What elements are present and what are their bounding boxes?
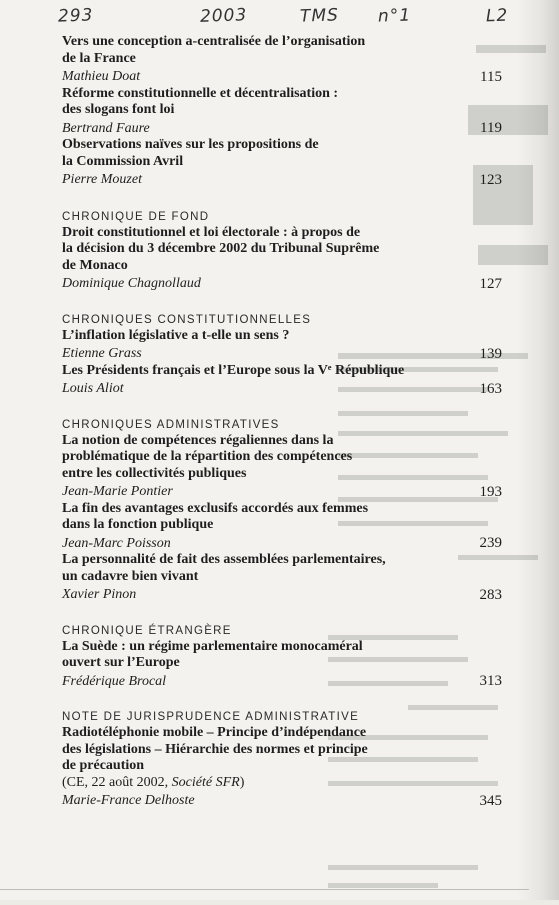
entry-author: Jean-Marc Poisson bbox=[62, 535, 171, 551]
toc-section bbox=[62, 624, 502, 691]
entry-author: Marie-France Delhoste bbox=[62, 793, 195, 808]
entry-title: la décision du 3 décembre 2002 du Tribunal Suprême bbox=[62, 241, 380, 256]
entry-reference: (CE, 22 août 2002, Société SFR) bbox=[62, 774, 245, 790]
entry-title: entre les collectivités publiques bbox=[62, 465, 247, 481]
entry-author: Etienne Grass bbox=[62, 346, 142, 361]
toc-entry[interactable] bbox=[62, 639, 502, 691]
entry-title: des slogans font loi bbox=[62, 102, 175, 117]
entry-author: Pierre Mouzet bbox=[62, 172, 142, 187]
toc-entry[interactable] bbox=[62, 34, 502, 86]
handwritten-note-5: L2 bbox=[485, 5, 509, 27]
section-heading: CHRONIQUES ADMINISTRATIVES bbox=[62, 418, 280, 431]
entry-page-number: 313 bbox=[479, 673, 502, 689]
page-gutter-shadow bbox=[517, 0, 559, 900]
entry-page-number: 345 bbox=[479, 792, 502, 809]
entry-title: Observations naïves sur les propositions de bbox=[62, 137, 319, 152]
toc-entry[interactable] bbox=[62, 225, 502, 293]
toc-entry[interactable] bbox=[62, 328, 502, 363]
entry-title: de précaution bbox=[62, 758, 145, 773]
entry-title: La Suède : un régime parlementaire monocaméral bbox=[62, 638, 363, 654]
handwritten-note-3: TMS bbox=[299, 5, 340, 27]
entry-title: de la France bbox=[62, 50, 136, 66]
entry-title: L’inflation législative a t-elle un sens ? bbox=[62, 327, 290, 343]
toc-entry[interactable] bbox=[62, 725, 502, 810]
toc-section bbox=[62, 34, 502, 189]
section-heading: CHRONIQUE ÉTRANGÈRE bbox=[62, 624, 232, 637]
toc-entry[interactable] bbox=[62, 433, 502, 501]
toc-entry[interactable] bbox=[62, 552, 502, 604]
entry-author: Bertrand Faure bbox=[62, 120, 150, 136]
entry-page-number: 283 bbox=[479, 586, 502, 603]
toc-section bbox=[62, 210, 502, 293]
entry-page-number: 139 bbox=[479, 345, 502, 362]
entry-page-number: 193 bbox=[479, 483, 502, 500]
entry-title: La notion de compétences régaliennes dans la bbox=[62, 432, 334, 448]
toc-section bbox=[62, 313, 502, 398]
entry-title: Les Présidents français et l’Europe sous la Vᵉ République bbox=[62, 362, 405, 378]
handwritten-note-4: n°1 bbox=[377, 5, 412, 27]
entry-author: Frédérique Brocal bbox=[62, 673, 167, 689]
entry-author: Louis Aliot bbox=[62, 381, 124, 396]
entry-author: Jean-Marie Pontier bbox=[62, 484, 173, 499]
entry-title: Radiotéléphonie mobile – Principe d’indépendance bbox=[62, 725, 367, 740]
entry-page-number: 127 bbox=[479, 275, 502, 292]
entry-title: de Monaco bbox=[62, 257, 128, 273]
entry-page-number: 123 bbox=[479, 171, 502, 188]
page-bottom-edge bbox=[0, 889, 529, 890]
entry-title: des législations – Hiérarchie des normes et principe bbox=[62, 741, 368, 757]
entry-title: La fin des avantages exclusifs accordés aux femmes bbox=[62, 500, 369, 516]
entry-author: Dominique Chagnollaud bbox=[62, 276, 201, 291]
table-of-contents bbox=[62, 34, 502, 810]
section-heading: CHRONIQUES CONSTITUTIONNELLES bbox=[62, 313, 312, 326]
toc-section bbox=[62, 418, 502, 604]
entry-page-number: 119 bbox=[480, 120, 502, 136]
entry-title: Réforme constitutionnelle et décentralisation : bbox=[62, 85, 339, 101]
toc-entry[interactable] bbox=[62, 86, 502, 138]
entry-page-number: 239 bbox=[479, 535, 502, 551]
section-heading: CHRONIQUE DE FOND bbox=[62, 210, 210, 223]
entry-page-number: 163 bbox=[479, 380, 502, 397]
toc-entry[interactable] bbox=[62, 501, 502, 553]
entry-page-number: 115 bbox=[480, 68, 502, 85]
entry-title: Droit constitutionnel et loi électorale : à propos de bbox=[62, 224, 361, 240]
entry-title: ouvert sur l’Europe bbox=[62, 655, 180, 670]
handwritten-note-1: 293 bbox=[57, 5, 94, 27]
handwritten-note-2: 2003 bbox=[199, 5, 248, 27]
entry-author: Xavier Pinon bbox=[62, 587, 137, 602]
entry-title: La personnalité de fait des assemblées parlementaires, bbox=[62, 552, 386, 567]
entry-title: Vers une conception a-centralisée de l’organisation bbox=[62, 34, 366, 49]
entry-title: dans la fonction publique bbox=[62, 517, 214, 532]
section-heading: NOTE DE JURISPRUDENCE ADMINISTRATIVE bbox=[62, 711, 360, 723]
entry-title: un cadavre bien vivant bbox=[62, 568, 199, 584]
toc-entry[interactable] bbox=[62, 137, 502, 189]
toc-section bbox=[62, 710, 502, 810]
entry-title: problématique de la répartition des compétences bbox=[62, 449, 353, 464]
entry-author: Mathieu Doat bbox=[62, 69, 141, 84]
entry-title: la Commission Avril bbox=[62, 153, 184, 169]
toc-entry[interactable] bbox=[62, 363, 502, 398]
